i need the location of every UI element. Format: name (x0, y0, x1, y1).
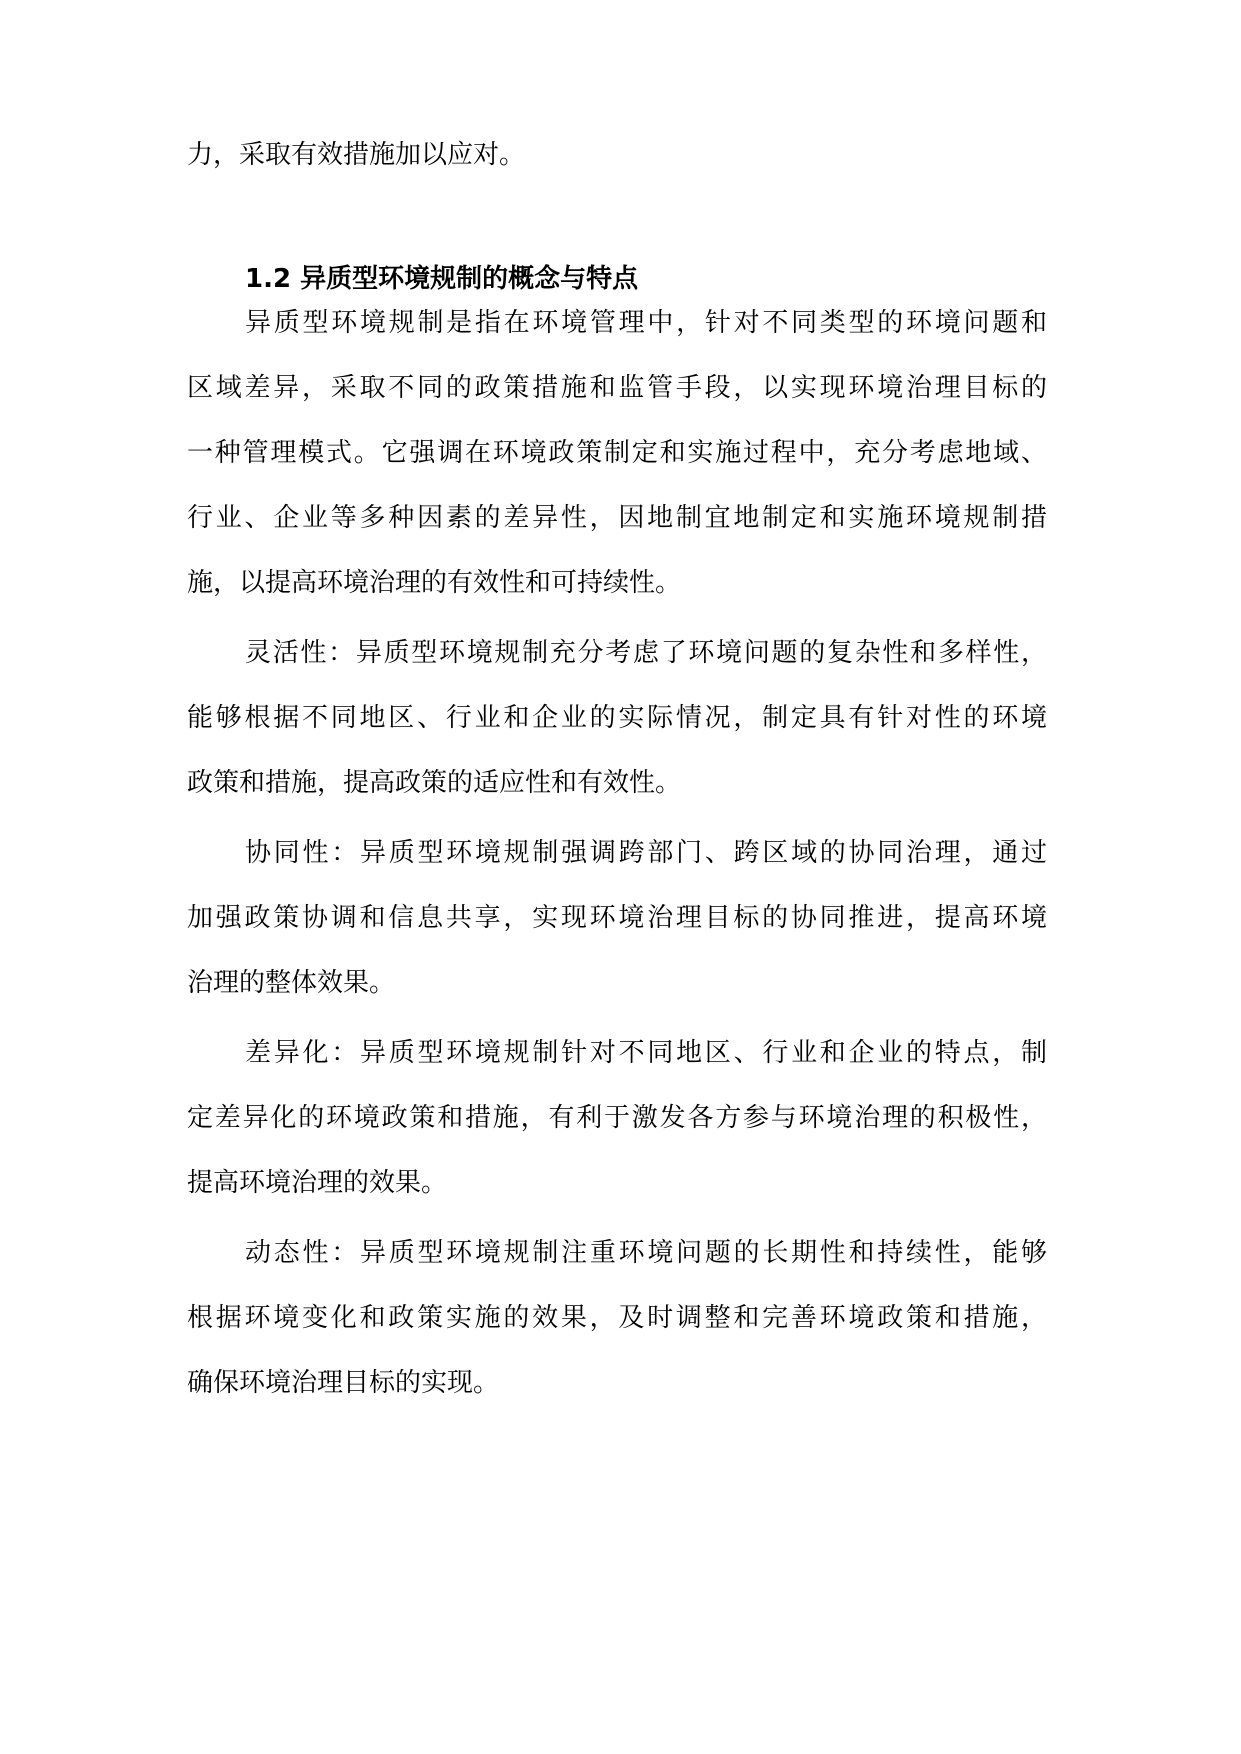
paragraph-5-line-3: 确保环境治理目标的实现。 (187, 1368, 500, 1398)
paragraph-4-line-3: 提高环境治理的效果。 (187, 1168, 448, 1198)
paragraph-3-line-2: 加强政策协调和信息共享，实现环境治理目标的协同推进，提高环境 (187, 903, 1047, 933)
section-heading: 1.2 异质型环境规制的概念与特点 (245, 264, 639, 294)
paragraph-1-line-3: 一种管理模式。它强调在环境政策制定和实施过程中，充分考虑地域、 (187, 438, 1047, 468)
paragraph-4-line-2: 定差异化的环境政策和措施，有利于激发各方参与环境治理的积极性， (187, 1103, 1047, 1133)
paragraph-1-line-4: 行业、企业等多种因素的差异性，因地制宜地制定和实施环境规制措 (187, 503, 1047, 533)
paragraph-3-line-3: 治理的整体效果。 (187, 968, 396, 998)
paragraph-1-line-5: 施，以提高环境治理的有效性和可持续性。 (187, 568, 682, 598)
paragraph-2-line-1: 灵活性：异质型环境规制充分考虑了环境问题的复杂性和多样性， (245, 638, 1047, 668)
paragraph-4-line-1: 差异化：异质型环境规制针对不同地区、行业和企业的特点，制 (245, 1038, 1047, 1068)
paragraph-1-line-1: 异质型环境规制是指在环境管理中，针对不同类型的环境问题和 (245, 308, 1047, 338)
paragraph-5-line-1: 动态性：异质型环境规制注重环境问题的长期性和持续性，能够 (245, 1238, 1047, 1268)
paragraph-2-line-2: 能够根据不同地区、行业和企业的实际情况，制定具有针对性的环境 (187, 703, 1047, 733)
paragraph-1-line-2: 区域差异，采取不同的政策措施和监管手段，以实现环境治理目标的 (187, 373, 1047, 403)
paragraph-5-line-2: 根据环境变化和政策实施的效果，及时调整和完善环境政策和措施， (187, 1303, 1047, 1333)
continuation-text: 力，采取有效措施加以应对。 (187, 140, 526, 170)
paragraph-2-line-3: 政策和措施，提高政策的适应性和有效性。 (187, 768, 682, 798)
paragraph-3-line-1: 协同性：异质型环境规制强调跨部门、跨区域的协同治理，通过 (245, 838, 1047, 868)
